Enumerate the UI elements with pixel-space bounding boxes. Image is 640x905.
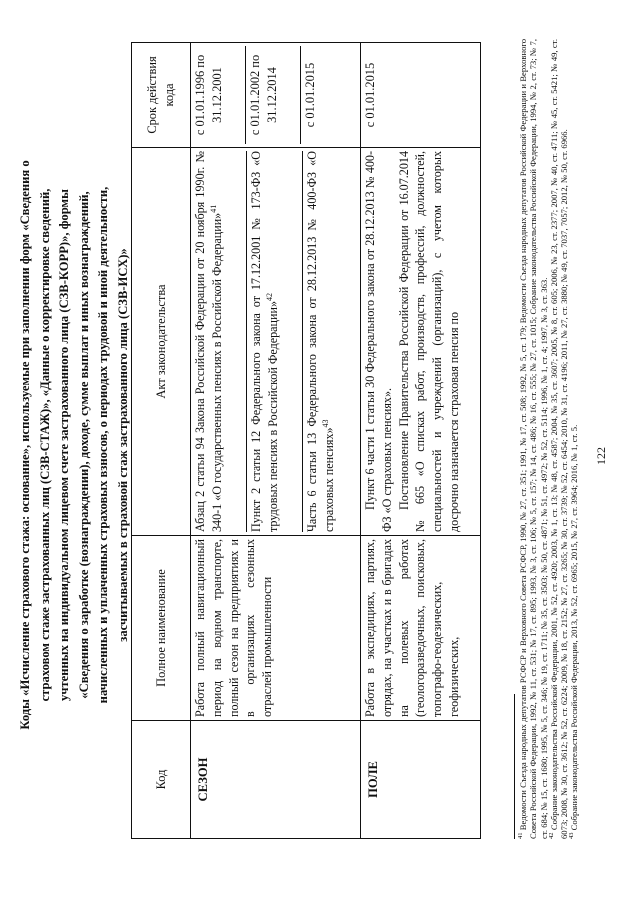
page-number: 122 (594, 447, 608, 465)
header-full-name: Полное наименование (132, 536, 191, 721)
period-block: с 01.01.2015 (300, 46, 355, 144)
act-cell (361, 148, 481, 536)
table-row (191, 43, 361, 839)
period-cell (191, 43, 361, 148)
footnote-mark: 43 (568, 832, 576, 839)
footnote-text: Собрание законодательства Российской Федерации, 2013, № 52, ст. 6965; 2015, № 27, ст. 3964; 2016, № 1, ст. 5. (569, 424, 580, 831)
act-paragraph: Постановление Правительства Российской Федерации от 16.07.2014 № 665 «О списках работ, производств, профессий, должностей, специальностей и учреждений (организаций), с учетом которых досрочно назначается страховая пенсия по (396, 151, 461, 532)
footnote-mark: 42 (548, 832, 556, 839)
footnote-ref: 42 (264, 292, 274, 301)
footnote (518, 39, 549, 839)
header-code: Код (132, 721, 191, 839)
title-line: страховом стаже застрахованных лиц (СЗВ-СТАЖ)», «Данные о корректировке сведений, (37, 188, 52, 702)
footnote-ref: 43 (320, 419, 330, 428)
act-block (191, 151, 246, 532)
footnote (569, 39, 579, 839)
footnote (549, 39, 570, 839)
codes-table (131, 42, 481, 839)
code-cell: ПОЛЕ (361, 721, 481, 839)
full-name-cell: Работа полный навигационный период на водном транспорте, полный сезон на предприятиях и в организациях сезонных отраслей промышленности (191, 536, 361, 721)
table-row (361, 43, 481, 839)
act-cell (191, 148, 361, 536)
footnotes (518, 39, 580, 839)
footnote-text: Собрание законодательства Российской Федерации, 2001, № 52, ст. 4920; 2003, № 1, ст. 13; № 48, ст. 4587; 2004, № 35, ст. 3607; 2005, № 8, ст. 605; 2006, № 23, ст. 2377; 2007, № 40, ст. 4711; № 45, ст. 5421; № 49, ст. 6073; 2008, № 30, ст. 3612; № 52, ст. 6224; 2009, № 18, ст. 2152; № 27, ст. 3265; № 30, ст. 3739; № 52, ст. 6454; 2010, № 31, ст. 4196; 2011, № 27, ст. 3880; № 49, ст. 7037, 7057; 2012, № 50, ст. 6966. (548, 39, 570, 839)
footnote-ref: 41 (208, 204, 218, 213)
header-period: Срок действия кода (132, 43, 191, 148)
act-text: Абзац 2 статьи 94 Закона Российской Федерации от 20 ноября 1990г. № 340-1 «О государственных пенсиях в Российской Федерации» (193, 151, 224, 532)
act-block (246, 151, 302, 532)
title-line: начисленных и уплаченных страховых взносов, о периодах трудовой и иной деятельности, (96, 186, 111, 704)
period-block: с 01.01.2002 по 31.12.2014 (245, 46, 300, 144)
act-paragraph: Пункт 6 части 1 статьи 30 Федерального закона от 28.12.2013 № 400-ФЗ «О страховых пенсиях». (363, 151, 394, 532)
title-line: засчитываемых в страховой стаж застрахованного лица (СЗВ-ИСХ)» (115, 248, 130, 642)
act-block (302, 151, 340, 532)
act-text: Пункт 2 статьи 12 Федерального закона от 17.12.2001 № 173-ФЗ «О трудовых пенсиях в Российской Федерации» (249, 151, 280, 532)
header-act: Акт законодательства (132, 148, 191, 536)
code-cell: СЕЗОН (191, 721, 361, 839)
footnote-text: Ведомости Съезда народных депутатов РСФСР и Верховного Совета РСФСР, 1990, № 27, ст. 351; 1991, № 17, ст. 508; 1992, № 5, ст. 179; Ведомости Съезда народных депутатов Российской Федерации и Верховного Совета Российской Федерации, 1992, № 11, ст. 531; № 17, ст. 895; 1993, № 3, ст. 106; № 5, ст. 157; № 14, ст. 486; № 16, ст. 555; № 27, ст. 1015; Собрание законодательства Российской Федерации, 1994, № 2, ст. 73; № 7, ст. 684; № 15, ст. 1680; 1995, № 5, ст. 346; № 19, ст. 1711; № 35, ст. 3503; № 50, ст. 4871; № 51, ст. 4972; № 52, ст. 5114; 1996, № 1, ст. 4; 1997, № 3, ст. 363. (518, 39, 549, 839)
period-cell: с 01.01.2015 (361, 43, 481, 148)
footnote-mark: 41 (517, 832, 525, 839)
act-text: Часть 6 статьи 13 Федерального закона от 28.12.2013 № 400-ФЗ «О страховых пенсиях» (305, 151, 336, 532)
page-title (16, 55, 134, 835)
full-name-cell: Работа в экспедициях, партиях, отрядах, на участках и в бригадах на полевых работах (геологоразведочных, поисковых, топографо-геодезических, геофизических, (361, 536, 481, 721)
title-line: учтенных на индивидуальном лицевом счете застрахованного лица (СЗВ-КОРР)», формы (57, 189, 72, 701)
period-block: с 01.01.1996 по 31.12.2001 (193, 54, 224, 136)
title-line: «Сведения о заработке (вознаграждении), доходе, сумме выплат и иных вознаграждений, (76, 191, 91, 699)
title-line: Коды «Исчисление страхового стажа: основание», используемые при заполнении форм «Сведения о (18, 160, 32, 730)
footnote-divider (514, 694, 515, 839)
table-header-row (132, 43, 191, 839)
